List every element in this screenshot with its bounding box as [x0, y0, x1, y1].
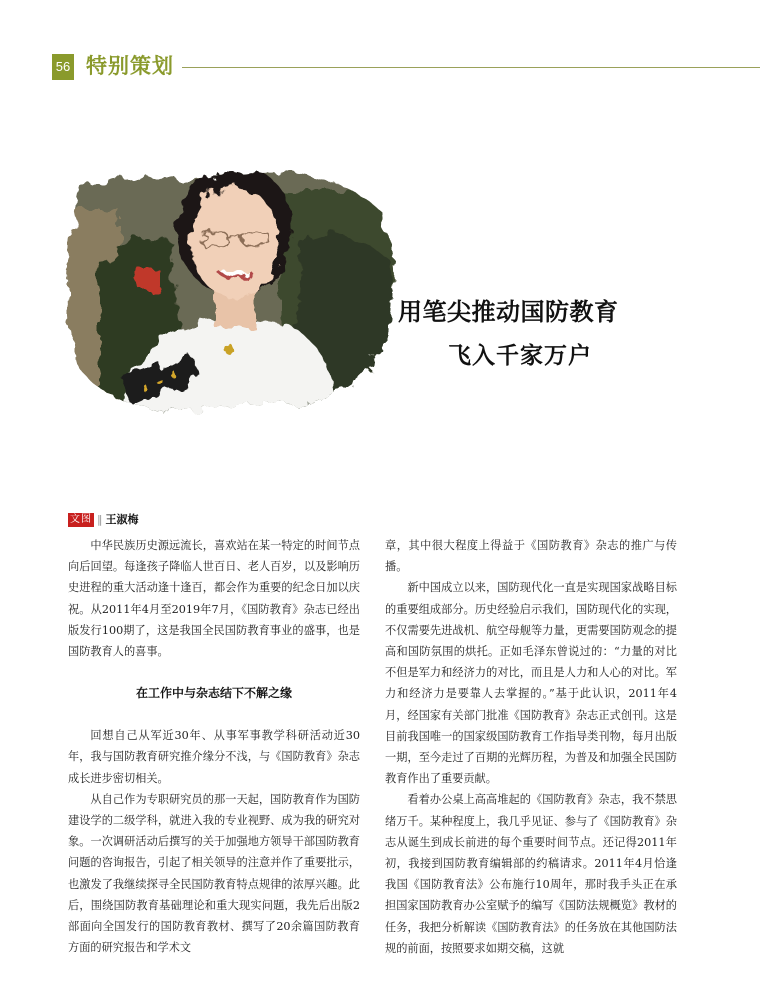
- paragraph: 回想自己从军近30年、从事军事教学科研活动近30年，我与国防教育研究推介缘分不浅，与《国防教育》杂志成长进步密切相关。: [68, 729, 360, 785]
- article-column-right: [385, 535, 677, 959]
- paragraph: 看着办公桌上高高堆起的《国防教育》杂志，我不禁思绪万千。某种程度上，我几乎见证、参与了《国防教育》杂志从诞生到成长前进的每个重要时间节点。还记得2011年初，我接到国防教育编辑部的约稿请求。2011年4月恰逢我国《国防教育法》公布施行10周年，那时我手头正在承担国家国防教育办公室赋予的编写《国防法规概览》教材的任务，我把分析解读《国防教育法》的任务放在其他国防法规的前面，按照要求如期交稿，这就: [385, 793, 677, 955]
- page-number: 56: [52, 54, 74, 80]
- section-title: 特别策划: [86, 54, 174, 78]
- headline-line-1: 用笔尖推动国防教育: [398, 298, 619, 326]
- byline-tag: 文图: [70, 514, 92, 525]
- section-subheading: 在工作中与杂志结下不解之缘: [135, 686, 292, 701]
- byline: [68, 513, 139, 527]
- byline-separator: ‖: [97, 513, 103, 526]
- paragraph-continued: 章，其中很大程度上得益于《国防教育》杂志的推广与传播。: [385, 539, 677, 574]
- paragraph: 中华民族历史源远流长，喜欢站在某一特定的时间节点向后回望。每逢孩子降临人世百日、老人百岁，以及影响历史进程的重大活动逢十逢百，都会作为重要的纪念日加以庆祝。从2011年4月至2019年7月，《国防教育》杂志已经出版发行100期了，这是我国全民国防教育事业的盛事，也是国防教育人的喜事。: [68, 539, 360, 659]
- byline-author: 王淑梅: [105, 513, 139, 526]
- paragraph: 新中国成立以来，国防现代化一直是实现国家战略目标的重要组成部分。历史经验启示我们，国防现代化的实现，不仅需要先进战机、航空母舰等力量，更需要国防观念的提高和国防氛围的烘托。正如毛泽东曾说过的：“力量的对比不但是军力和经济力的对比，而且是人力和人心的对比。军力和经济力是要靠人去掌握的。”基于此认识，2011年4月，经国家有关部门批准《国防教育》杂志正式创刊。这是目前我国唯一的国家级国防教育工作指导类刊物，每月出版一期，至今走过了百期的光辉历程，为普及和加强全民国防教育作出了重要贡献。: [385, 581, 677, 786]
- headline-line-2: 飞入千家万户: [448, 343, 592, 369]
- header-rule: [182, 67, 760, 68]
- article-column-left: [68, 535, 360, 958]
- paragraph: 从自己作为专职研究员的那一天起，国防教育作为国防建设学的二级学科，就进入我的专业视野、成为我的研究对象。一次调研活动后撰写的关于加强地方领导干部国防教育问题的咨询报告，引起了相关领导的注意并作了重要批示，也激发了我继续探寻全民国防教育特点规律的浓厚兴趣。此后，围绕国防教育基础理论和重大现实问题，我先后出版2部面向全国发行的国防教育教材、撰写了20余篇国防教育方面的研究报告和学术文: [68, 792, 360, 955]
- author-portrait: [60, 150, 405, 420]
